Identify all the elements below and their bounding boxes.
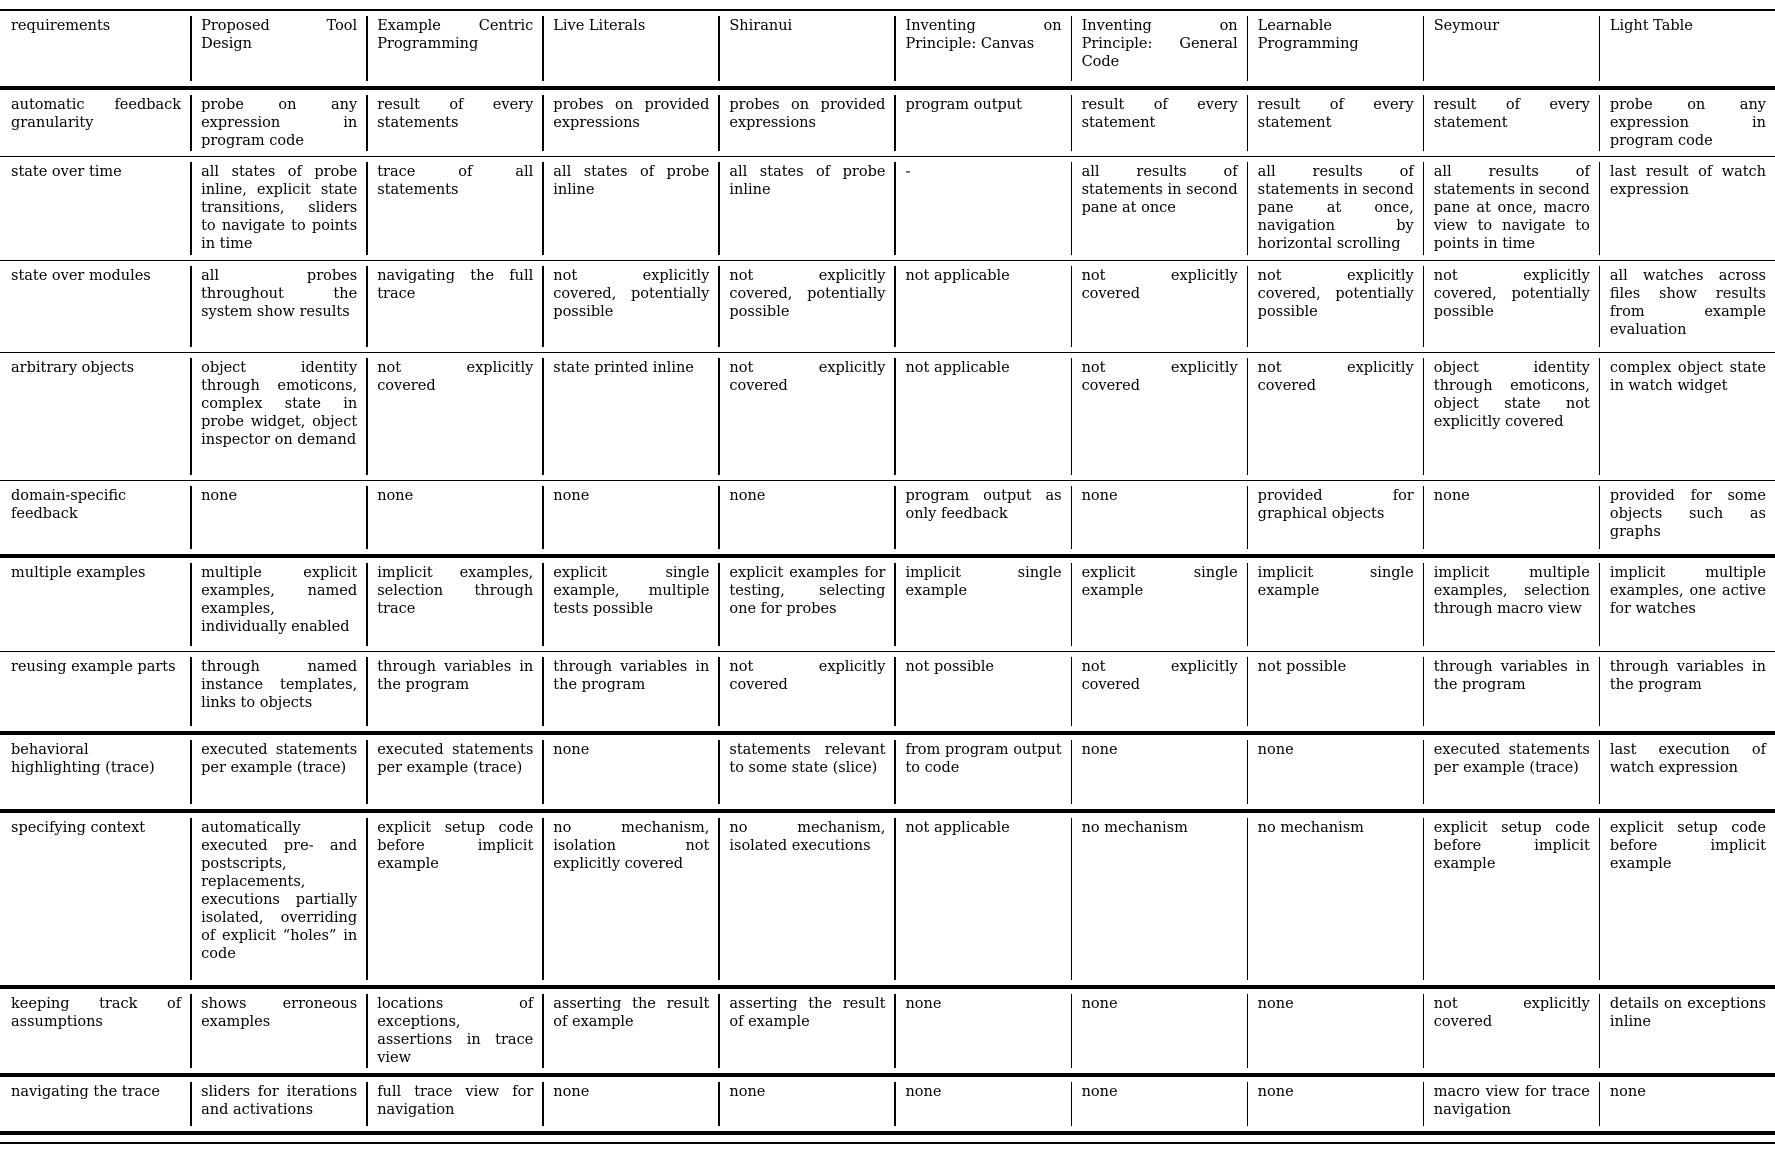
table-cell: not applicable bbox=[894, 811, 1070, 987]
table-cell: through variables in the program bbox=[1423, 651, 1599, 733]
table-cell: none bbox=[1247, 987, 1423, 1075]
requirement-cell: state over time bbox=[11, 163, 122, 180]
table-cell: not applicable bbox=[894, 352, 1070, 480]
header-row bbox=[0, 10, 1775, 88]
table-cell: none bbox=[718, 1075, 894, 1133]
table-cell: program output bbox=[894, 88, 1070, 156]
column-header: Live Literals bbox=[542, 10, 718, 88]
table-cell: no mechanism, isolation not explicitly covered bbox=[542, 811, 718, 987]
table-cell: locations of exceptions, assertions in trace view bbox=[366, 987, 542, 1075]
table-cell: all states of probe inline bbox=[718, 156, 894, 260]
table-cell: macro view for trace navigation bbox=[1423, 1075, 1599, 1133]
table-cell: sliders for iterations and activations bbox=[190, 1075, 366, 1133]
table-row bbox=[0, 651, 1775, 733]
requirement-cell: specifying context bbox=[11, 820, 146, 837]
table-cell: state printed inline bbox=[542, 352, 718, 480]
table-cell: complex object state in watch widget bbox=[1599, 352, 1775, 480]
column-header: Learnable Programming bbox=[1247, 10, 1423, 88]
table-row bbox=[0, 987, 1775, 1075]
column-header: requirements bbox=[11, 18, 111, 34]
requirement-cell: keeping track of assumptions bbox=[11, 996, 182, 1031]
table-cell: not explicitly covered bbox=[1071, 651, 1247, 733]
table-cell: automatically executed pre- and postscripts, replacements, executions partially isolated, overriding of explicit “holes” in code bbox=[190, 811, 366, 987]
table-cell: none bbox=[190, 480, 366, 556]
table-cell: not explicitly covered bbox=[1071, 260, 1247, 352]
column-header: Shiranui bbox=[718, 10, 894, 88]
table-cell: all probes throughout the system show results bbox=[190, 260, 366, 352]
table-cell: explicit setup code before implicit example bbox=[1423, 811, 1599, 987]
table-cell: not explicitly covered, potentially possible bbox=[542, 260, 718, 352]
column-header: Light Table bbox=[1599, 10, 1775, 88]
table-cell: none bbox=[894, 1075, 1070, 1133]
table-cell: none bbox=[542, 733, 718, 811]
table-cell: details on exceptions inline bbox=[1599, 987, 1775, 1075]
table-cell: none bbox=[1071, 480, 1247, 556]
column-header: Inventing on Principle: Canvas bbox=[894, 10, 1070, 88]
requirement-cell: reusing example parts bbox=[11, 658, 176, 675]
table-cell: provided for graphical objects bbox=[1247, 480, 1423, 556]
requirement-cell: navigating the trace bbox=[11, 1084, 160, 1101]
table-cell: none bbox=[1599, 1075, 1775, 1133]
table-cell: through variables in the program bbox=[1599, 651, 1775, 733]
table-cell: not possible bbox=[894, 651, 1070, 733]
table-cell: none bbox=[366, 480, 542, 556]
table-body bbox=[0, 88, 1775, 1133]
table-cell: not explicitly covered bbox=[1071, 352, 1247, 480]
table-header bbox=[0, 10, 1775, 88]
table-cell: not explicitly covered bbox=[718, 352, 894, 480]
table-cell: probes on provided expressions bbox=[718, 88, 894, 156]
table-cell: not explicitly covered, potentially possible bbox=[1247, 260, 1423, 352]
table-cell: not possible bbox=[1247, 651, 1423, 733]
table-row bbox=[0, 811, 1775, 987]
table-row bbox=[0, 352, 1775, 480]
table-cell: implicit examples, selection through trace bbox=[366, 556, 542, 651]
table-cell: - bbox=[894, 156, 1070, 260]
table-cell: all results of statements in second pane at once bbox=[1071, 156, 1247, 260]
table-cell: all states of probe inline bbox=[542, 156, 718, 260]
table-cell: none bbox=[1247, 733, 1423, 811]
table-cell: from program output to code bbox=[894, 733, 1070, 811]
table-cell: no mechanism, isolated executions bbox=[718, 811, 894, 987]
table-cell: implicit multiple examples, selection through macro view bbox=[1423, 556, 1599, 651]
table-cell: shows erroneous examples bbox=[190, 987, 366, 1075]
table-cell: through variables in the program bbox=[366, 651, 542, 733]
table-cell: not explicitly covered bbox=[366, 352, 542, 480]
table-cell: none bbox=[1423, 480, 1599, 556]
table-cell: implicit multiple examples, one active for watches bbox=[1599, 556, 1775, 651]
bottom-rule bbox=[0, 1142, 1775, 1144]
table-cell: implicit single example bbox=[1247, 556, 1423, 651]
table-cell: explicit single example bbox=[1071, 556, 1247, 651]
table-cell: executed statements per example (trace) bbox=[190, 733, 366, 811]
column-header: Proposed Tool Design bbox=[190, 10, 366, 88]
comparison-table bbox=[0, 9, 1775, 1135]
table-cell: none bbox=[1071, 733, 1247, 811]
table-cell: none bbox=[1071, 1075, 1247, 1133]
table-row bbox=[0, 260, 1775, 352]
column-header: Seymour bbox=[1423, 10, 1599, 88]
table-cell: none bbox=[542, 480, 718, 556]
table-cell: executed statements per example (trace) bbox=[1423, 733, 1599, 811]
column-header: Inventing on Principle: General Code bbox=[1071, 10, 1247, 88]
table-cell: not explicitly covered bbox=[1423, 987, 1599, 1075]
table-cell: statements relevant to some state (slice) bbox=[718, 733, 894, 811]
requirement-cell: behavioral highlighting (trace) bbox=[11, 742, 155, 777]
table-row bbox=[0, 733, 1775, 811]
table-cell: not applicable bbox=[894, 260, 1070, 352]
table-cell: program output as only feedback bbox=[894, 480, 1070, 556]
table-cell: explicit single example, multiple tests possible bbox=[542, 556, 718, 651]
table-cell: result of every statement bbox=[1071, 88, 1247, 156]
table-row bbox=[0, 88, 1775, 156]
table-cell: probe on any expression in program code bbox=[190, 88, 366, 156]
requirement-cell: multiple examples bbox=[11, 565, 146, 582]
table-cell: none bbox=[894, 987, 1070, 1075]
table-row bbox=[0, 156, 1775, 260]
requirement-cell: automatic feedback granularity bbox=[11, 97, 182, 131]
table-cell: last execution of watch expression bbox=[1599, 733, 1775, 811]
table-cell: not explicitly covered bbox=[718, 651, 894, 733]
table-cell: result of every statements bbox=[366, 88, 542, 156]
table-cell: all watches across files show results from example evaluation bbox=[1599, 260, 1775, 352]
table-cell: none bbox=[1071, 987, 1247, 1075]
column-header: Example Centric Programming bbox=[366, 10, 542, 88]
requirement-cell: arbitrary objects bbox=[11, 359, 135, 376]
table-cell: result of every statement bbox=[1247, 88, 1423, 156]
table-cell: none bbox=[718, 480, 894, 556]
table-cell: none bbox=[542, 1075, 718, 1133]
table-cell: probes on provided expressions bbox=[542, 88, 718, 156]
table-cell: object identity through emoticons, object state not explicitly covered bbox=[1423, 352, 1599, 480]
table-cell: probe on any expression in program code bbox=[1599, 88, 1775, 156]
table-cell: explicit examples for testing, selecting one for probes bbox=[718, 556, 894, 651]
table-cell: implicit single example bbox=[894, 556, 1070, 651]
table-cell: provided for some objects such as graphs bbox=[1599, 480, 1775, 556]
table-cell: full trace view for navigation bbox=[366, 1075, 542, 1133]
table-cell: no mechanism bbox=[1247, 811, 1423, 987]
table-cell: asserting the result of example bbox=[542, 987, 718, 1075]
table-cell: asserting the result of example bbox=[718, 987, 894, 1075]
table-cell: object identity through emoticons, complex state in probe widget, object inspector on demand bbox=[190, 352, 366, 480]
table-cell: last result of watch expression bbox=[1599, 156, 1775, 260]
requirement-cell: state over modules bbox=[11, 267, 151, 284]
table-cell: not explicitly covered, potentially possible bbox=[1423, 260, 1599, 352]
table-cell: through variables in the program bbox=[542, 651, 718, 733]
table-row bbox=[0, 1075, 1775, 1133]
table-cell: trace of all statements bbox=[366, 156, 542, 260]
table-cell: no mechanism bbox=[1071, 811, 1247, 987]
table-cell: explicit setup code before implicit example bbox=[366, 811, 542, 987]
table-cell: not explicitly covered, potentially possible bbox=[718, 260, 894, 352]
table-cell: none bbox=[1247, 1075, 1423, 1133]
table-cell: navigating the full trace bbox=[366, 260, 542, 352]
table-cell: all results of statements in second pane at once, macro view to navigate to points in time bbox=[1423, 156, 1599, 260]
requirement-cell: domain-specific feedback bbox=[11, 487, 127, 522]
table-cell: multiple explicit examples, named examples, individually enabled bbox=[190, 556, 366, 651]
table-cell: explicit setup code before implicit example bbox=[1599, 811, 1775, 987]
table-cell: all results of statements in second pane at once, navigation by horizontal scrolling bbox=[1247, 156, 1423, 260]
table-cell: through named instance templates, links to objects bbox=[190, 651, 366, 733]
table-row bbox=[0, 480, 1775, 556]
table-cell: not explicitly covered bbox=[1247, 352, 1423, 480]
table-cell: result of every statement bbox=[1423, 88, 1599, 156]
table-row bbox=[0, 556, 1775, 651]
table-cell: executed statements per example (trace) bbox=[366, 733, 542, 811]
table-cell: all states of probe inline, explicit state transitions, sliders to navigate to points in time bbox=[190, 156, 366, 260]
